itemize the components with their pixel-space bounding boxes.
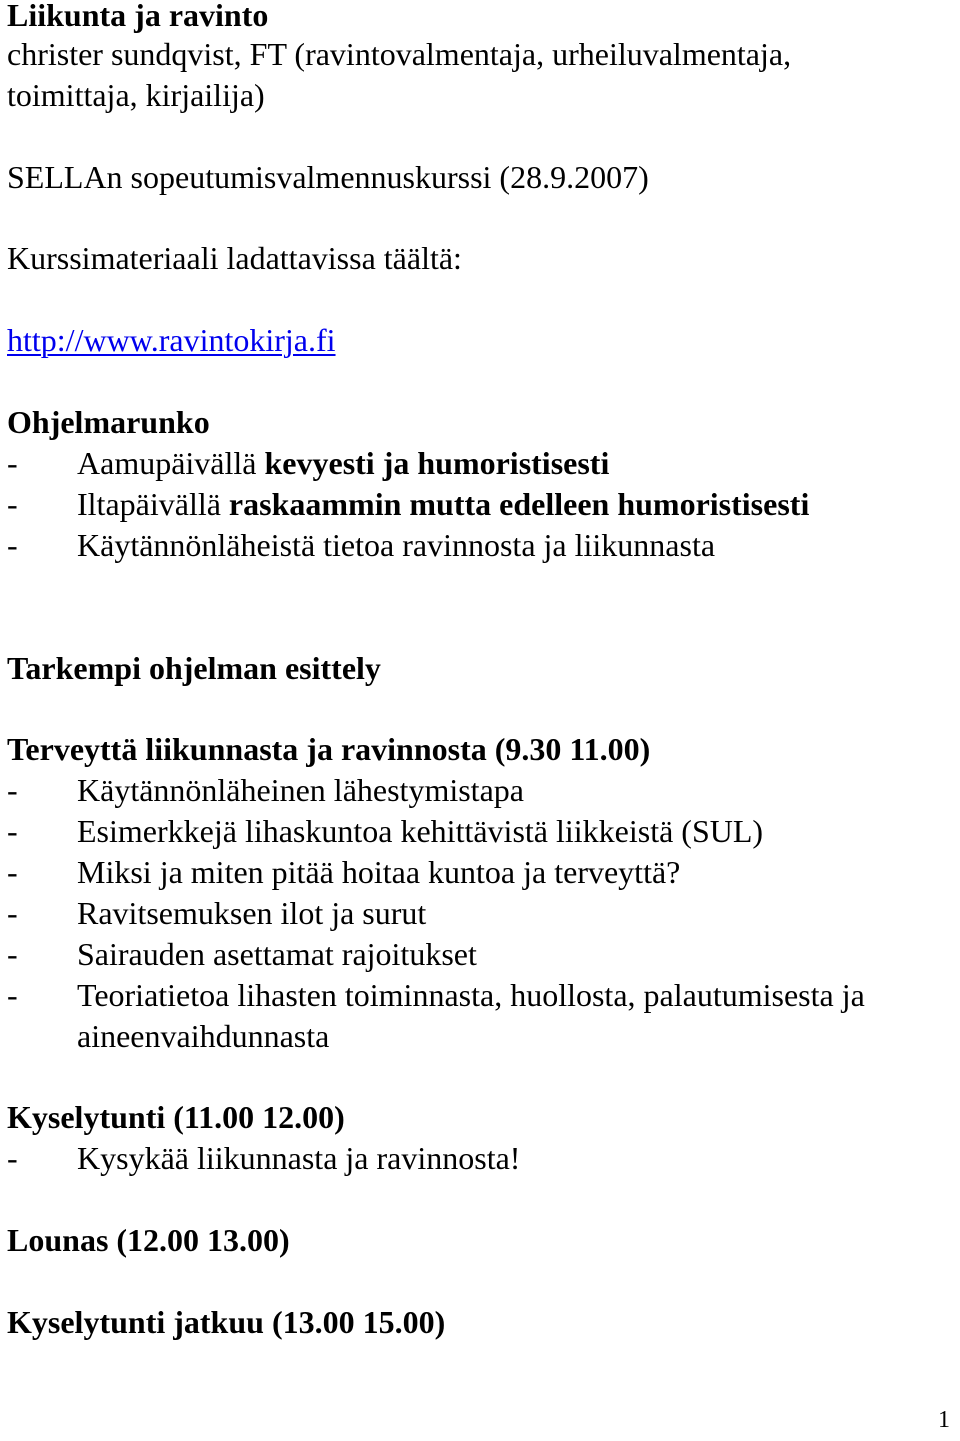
course-name: SELLAn sopeutumisvalmennuskurssi (28.9.2007) [7,159,649,195]
list-item [7,975,865,1016]
program-item-emphasis: kevyesti ja humoristisesti [264,445,610,481]
program-item [7,443,609,484]
session-heading: Kyselytunti (11.00 12.00) [7,1099,345,1135]
list-item [7,1138,520,1179]
session-heading: Terveyttä liikunnasta ja ravinnosta (9.30 11.00) [7,731,651,767]
list-item [7,852,680,893]
list-item [7,770,524,811]
list-dash: - [7,813,18,849]
detail-heading: Tarkempi ohjelman esittely [7,650,381,686]
list-dash: - [7,772,18,808]
list-item [7,811,763,852]
materials-heading: Kurssimateriaali ladattavissa täältä: [7,240,462,276]
lunch-heading: Lounas (12.00 13.00) [7,1222,290,1258]
list-item [7,934,477,975]
program-item [7,484,809,525]
list-item-text: Kysykää liikunnasta ja ravinnosta! [77,1140,521,1176]
list-dash: - [7,445,18,481]
list-dash: - [7,854,18,890]
list-dash: - [7,936,18,972]
program-item [7,525,715,566]
session-heading: Kyselytunti jatkuu (13.00 15.00) [7,1304,446,1340]
list-item [7,893,426,934]
list-item-text: Ravitsemuksen ilot ja surut [77,895,427,931]
document-title: Liikunta ja ravinto [7,0,269,33]
program-item-text: Käytännönläheistä tietoa ravinnosta ja liikunnasta [77,527,716,563]
materials-link[interactable]: http://www.ravintokirja.fi [7,322,336,358]
author-line-1: christer sundqvist, FT (ravintovalmentaja, urheiluvalmentaja, [7,36,792,72]
list-item-text: Miksi ja miten pitää hoitaa kuntoa ja terveyttä? [77,854,681,890]
list-item-text: Esimerkkejä lihaskuntoa kehittävistä liikkeistä (SUL) [77,813,764,849]
page-number: 1 [938,1407,950,1433]
program-heading: Ohjelmarunko [7,404,210,440]
list-item-continuation: aineenvaihdunnasta [77,1018,330,1054]
list-dash: - [7,977,18,1013]
list-dash: - [7,486,18,522]
program-item-text: Iltapäivällä [77,486,229,522]
list-item-text: Käytännönläheinen lähestymistapa [77,772,524,808]
program-item-emphasis: raskaammin mutta edelleen humoristisesti [228,486,810,522]
program-item-text: Aamupäivällä [77,445,265,481]
list-item-text: Teoriatietoa lihasten toiminnasta, huollosta, palautumisesta ja [77,977,865,1013]
author-line-2: toimittaja, kirjailija) [7,77,265,113]
list-dash: - [7,895,18,931]
list-dash: - [7,527,18,563]
list-dash: - [7,1140,18,1176]
list-item-text: Sairauden asettamat rajoitukset [77,936,477,972]
